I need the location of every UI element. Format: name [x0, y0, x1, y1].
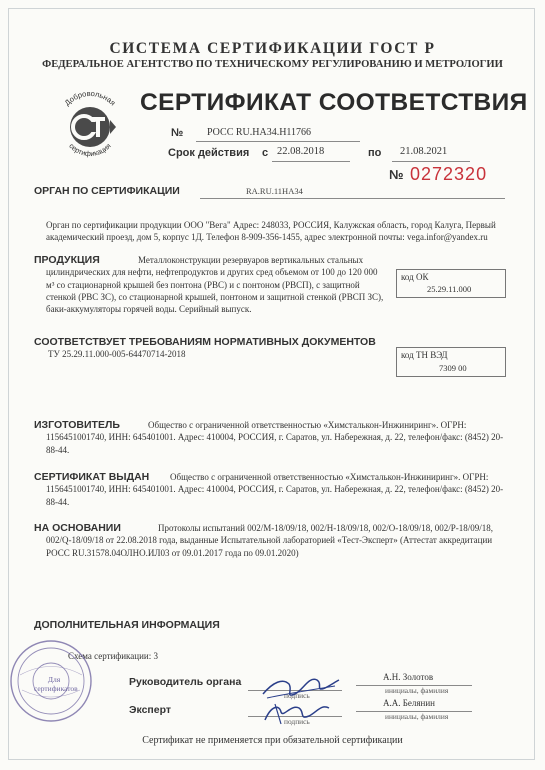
number-underline: [196, 141, 360, 142]
head-name: А.Н. Золотов: [383, 672, 434, 682]
footer-note: Сертификат не применяется при обязательной сертификации: [142, 735, 403, 746]
organ-text: Орган по сертификации продукции ООО "Вега" Адрес: 248033, РОССИЯ, Калужская область, город Калуга, Первый академический проезд, дом 5, корпус 1Д. Телефон 8-909-356-1455, адрес электронной почты: vega.infor@yandex.ru: [46, 220, 496, 243]
date-from: 22.08.2018: [277, 146, 325, 157]
tnved-box: [396, 347, 506, 377]
date-from-underline: [272, 161, 350, 162]
expert-sign-caption: подпись: [284, 717, 310, 726]
logo-text-top: Добровольная: [62, 88, 118, 108]
logo-text-bottom: сертификация: [67, 141, 113, 159]
certificate-number: РОСС RU.НА34.Н11766: [207, 127, 312, 138]
agency-title: ФЕДЕРАЛЬНОЕ АГЕНТСТВО ПО ТЕХНИЧЕСКОМУ РЕГУЛИРОВАНИЮ И МЕТРОЛОГИИ: [42, 59, 503, 70]
issued-label: СЕРТИФИКАТ ВЫДАН: [34, 471, 150, 483]
organ-code: RA.RU.11НА34: [246, 186, 303, 196]
validity-label: Срок действия: [168, 147, 250, 159]
head-name-caption: инициалы, фамилия: [385, 686, 449, 695]
organ-code-underline: [200, 198, 505, 199]
number-label: №: [171, 127, 184, 139]
expert-name: А.А. Белянин: [383, 698, 435, 708]
okp-value: 25.29.11.000: [427, 284, 472, 294]
logo-mark: [90, 159, 91, 160]
serial-number: 0272320: [410, 164, 488, 184]
date-to-underline: [392, 161, 470, 162]
manufacturer-label: ИЗГОТОВИТЕЛЬ: [34, 419, 120, 431]
stamp-text: Для сертификатов: [34, 675, 78, 693]
date-to: 21.08.2021: [400, 146, 448, 157]
okp-label: код ОК: [401, 272, 429, 282]
organ-stamp: [8, 638, 94, 724]
head-label: Руководитель органа: [129, 676, 242, 688]
rst-logo: [50, 86, 130, 166]
rst-logo-icon: [50, 86, 130, 166]
additional-label: ДОПОЛНИТЕЛЬНАЯ ИНФОРМАЦИЯ: [34, 619, 220, 631]
validity-to-label: по: [368, 147, 382, 159]
manufacturer-text: Общество с ограниченной ответственностью «Химсталькон-Инжиниринг». ОГРН: 1156451001740, ИНН: 645401001. Адрес: 410004, РОССИЯ, г. Саратов, ул. Набережная, д. 22, телефон/факс: (8452) 20-88-44.: [46, 420, 504, 455]
head-sign-caption: подпись: [284, 691, 310, 700]
document-title: СЕРТИФИКАТ СООТВЕТСТВИЯ: [140, 89, 528, 116]
organ-label: ОРГАН ПО СЕРТИФИКАЦИИ: [34, 185, 180, 197]
serial-label: №: [389, 167, 404, 182]
basis-text: Протоколы испытаний 002/М-18/09/18, 002/Н-18/09/18, 002/О-18/09/18, 002/Р-18/09/18, 002/Q-18/09/18 от 22.08.2018 года, выданные Испытательной лабораторией «Тест-Эксперт» (Аттестат аккредитации РОСС RU.31578.04ОЛНО.ИЛ03 от 09.01.2017 года по 09.01.2020): [46, 523, 493, 558]
system-title: СИСТЕМА СЕРТИФИКАЦИИ ГОСТ Р: [109, 40, 436, 57]
tnved-value: 7309 00: [439, 363, 467, 373]
okp-box: [396, 269, 506, 298]
basis-label: НА ОСНОВАНИИ: [34, 522, 121, 534]
product-text: Металлоконструкции резервуаров вертикальных стальных цилиндрических для нефти, нефтепродуктов и других сред объемом от 100 до 120 000 м³ со стационарной крышей без понтона (РВС) и с понтоном (РВСП), с защитной стенкой (РВС ЗС), со стационарной крышей, понтоном и защитной стенкой (РВСП ЗС), баки-аккумуляторы горячей воды. Серийный выпуск.: [46, 255, 384, 315]
scheme-text: Схема сертификации: 3: [68, 651, 158, 661]
handwritten-signatures: [255, 664, 345, 728]
product-label: ПРОДУКЦИЯ: [34, 254, 100, 266]
issued-text: Общество с ограниченной ответственностью «Химсталькон-Инжиниринг». ОГРН: 1156451001740, ИНН: 645401001. Адрес: 410004, РОССИЯ, г. Саратов, ул. Набережная, д. 22, телефон/факс: (8452) 20-88-44.: [46, 472, 504, 507]
expert-label: Эксперт: [129, 704, 172, 716]
svg-text:Добровольная: [63, 89, 118, 108]
expert-name-caption: инициалы, фамилия: [385, 712, 449, 721]
conformity-text: ТУ 25.29.11.000-005-64470714-2018: [48, 349, 186, 359]
validity-from-label: с: [262, 147, 269, 159]
tnved-label: код ТН ВЭД: [401, 350, 448, 360]
conformity-label: СООТВЕТСТВУЕТ ТРЕБОВАНИЯМ НОРМАТИВНЫХ ДОКУМЕНТОВ: [34, 336, 376, 348]
